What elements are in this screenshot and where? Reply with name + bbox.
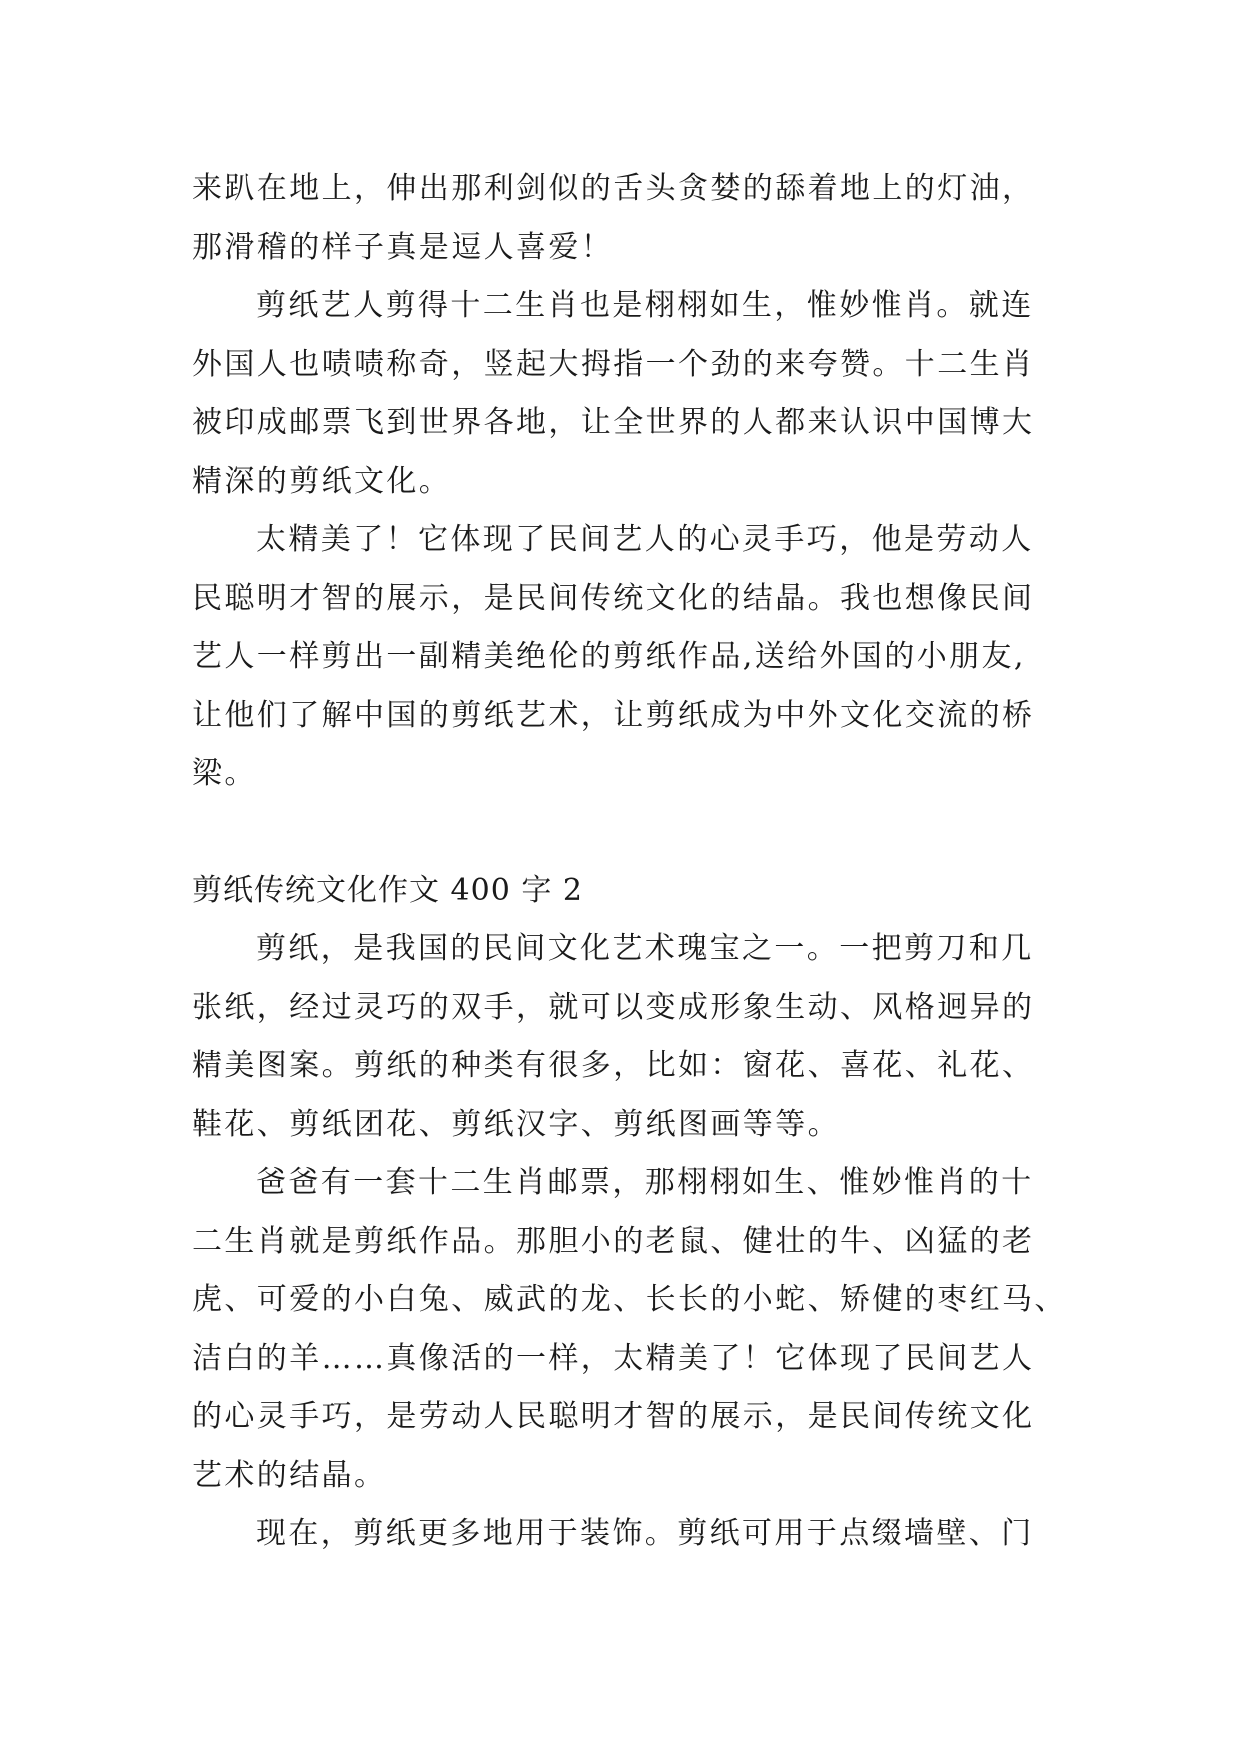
paragraph: 太精美了！它体现了民间艺人的心灵手巧，他是劳动人 民聪明才智的展示，是民间传统文化的结晶。我也想像民间 艺人一样剪出一副精美绝伦的剪纸作品,送给外国的小朋友, 让他们了解中国的剪纸艺术，让剪纸成为中外文化交流的桥 梁。 bbox=[192, 522, 1035, 791]
paragraph: 剪纸，是我国的民间文化艺术瑰宝之一。一把剪刀和几 张纸，经过灵巧的双手，就可以变成形象生动、风格迥异的 精美图案。剪纸的种类有很多，比如：窗花、喜花、礼花、 鞋花、剪纸团花、剪纸汉字、剪纸图画等等。 bbox=[192, 931, 1035, 1142]
section-title: 剪纸传统文化作文 400 字 2 bbox=[192, 872, 583, 908]
document-body bbox=[192, 160, 1072, 1564]
paragraph: 来趴在地上，伸出那利剑似的舌头贪婪的舔着地上的灯油， 那滑稽的样子真是逗人喜爱！ bbox=[192, 171, 1035, 265]
paragraph: 剪纸艺人剪得十二生肖也是栩栩如生，惟妙惟肖。就连 外国人也啧啧称奇，竖起大拇指一个劲的来夸赞。十二生肖 被印成邮票飞到世界各地，让全世界的人都来认识中国博大 精深的剪纸文化。 bbox=[192, 288, 1035, 499]
paragraph: 爸爸有一套十二生肖邮票，那栩栩如生、惟妙惟肖的十 二生肖就是剪纸作品。那胆小的老鼠、健壮的牛、凶猛的老 虎、可爱的小白兔、威武的龙、长长的小蛇、矫健的枣红马、 洁白的羊……真像活的一样，太精美了！它体现了民间艺人 的心灵手巧，是劳动人民聪明才智的展示，是民间传统文化 艺术的结晶。 bbox=[192, 1165, 1067, 1493]
paragraph: 现在，剪纸更多地用于装饰。剪纸可用于点缀墙壁、门 bbox=[256, 1516, 1034, 1551]
